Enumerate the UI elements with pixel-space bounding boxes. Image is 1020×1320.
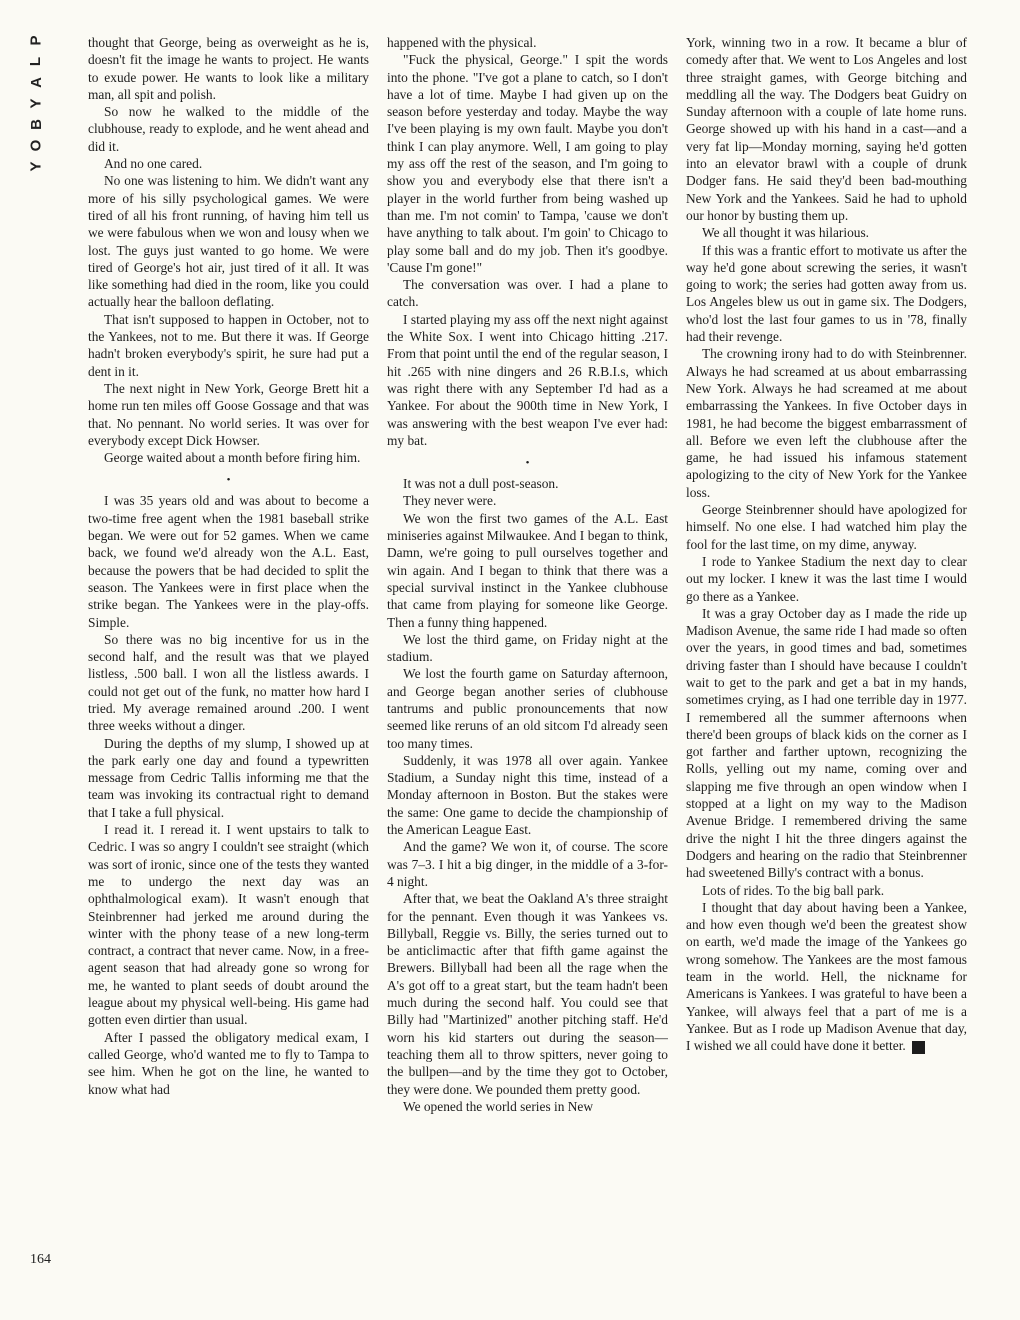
paragraph: It was not a dull post-season.: [403, 476, 559, 492]
section-separator: •: [525, 457, 530, 470]
paragraph: No one was listening to him. We didn't want any more of his silly psychological games. We were tired of all his front running, of having him tell us we were fabulous when we won and lousy when we lost. The guys just wanted to go home. We were tired of George's hot air, just tired of it all. It was like something had died in the room, like you could actually hear the balloon deflating.: [88, 173, 369, 310]
paragraph: The crowning irony had to do with Steinbrenner. Always he had screamed at us about embarrassing New York. Always he had screamed at me about embarrassing the Yankees. In five October days in 1981, he had become the biggest embarrassment of all. Before we even left the clubhouse after the game, he had issued his infamous statement apologizing to the city of New York for the Yankee loss.: [686, 346, 967, 500]
paragraph: We all thought it was hilarious.: [702, 225, 870, 241]
paragraph: I read it. I reread it. I went upstairs to talk to Cedric. I was so angry I couldn't see straight (which was sort of ironic, since one of the tests they wanted me to undergo the next day was an ophthalmological exam). It wasn't enough that Steinbrenner had jerked me around during the winter with the phony tease of a new long-term contract, a contract that never came. Now, in a free-agent season that had already gone so wrong for me, he wanted to plant seeds of doubt around the league about my physical well-being. His game had gotten even dirtier than usual.: [88, 822, 369, 1028]
paragraph: We lost the fourth game on Saturday afternoon, and George began another series of clubhouse tantrums and public pronouncements that now seemed like reruns of an old sitcom I'd already seen too many times.: [387, 666, 668, 751]
article-body: [88, 34, 968, 1274]
paragraph: And the game? We won it, of course. The score was 7–3. I hit a big dinger, in the middle of a 3-for-4 night.: [387, 839, 668, 889]
paragraph: They never were.: [403, 493, 497, 509]
paragraph: I thought that day about having been a Yankee, and how even though we'd been the greatest show on earth, we'd made the image of the Yankees go wrong somehow. The Yankees are the most famous team in the world. Hell, the nickname for Americans is Yankees. I was grateful to have been a Yankee, will always feel that a part of me is a Yankee. But as I rode up Madison Avenue that day, I wished we all could have done it better. ✧: [686, 899, 967, 1054]
paragraph: Lots of rides. To the big ball park.: [702, 882, 885, 898]
paragraph: I was 35 years old and was about to become a two-time free agent when the 1981 baseball strike began. We were out for 52 games. When we came back, we found we'd already won the A.L. East, because the powers that be had decided to split the season. The Yankees were in first place when the strike began. The Yankees were in the play-offs. Simple.: [88, 493, 369, 630]
running-head: [20, 30, 52, 177]
paragraph: And no one cared.: [104, 156, 203, 172]
paragraph: During the depths of my slump, I showed up at the park early one day and found a typewritten message from Cedric Tallis informing me that the team was invoking its contractual right to demand that I take a full physical.: [88, 735, 369, 820]
paragraph: The conversation was over. I had a plane to catch.: [387, 277, 668, 310]
section-separator: •: [226, 474, 231, 487]
paragraph: happened with the physical.: [387, 35, 537, 50]
paragraph: It was a gray October day as I made the ride up Madison Avenue, the same ride I had made so often over the years, in good times and bad, sometimes driving faster than I should have because I couldn't wait to get to the park and get a bat in my hands, sometimes crying, as I had one terrible day in 1977. I remembered all the summer afternoons when there'd been groups of black kids on the corner as I got farther and farther uptown, recognizing the Rolls, yelling out my name, coming over and slapping me five through an open window when I stopped at a light on my way to the Madison Avenue Bridge. I remembered driving the same drive the night I hit the three dingers against the Dodgers and hearing on the radio that Steinbrenner had sweetened Billy's contract with a bonus.: [686, 605, 967, 881]
column-2: [387, 34, 668, 1274]
running-head-letter: A: [27, 77, 45, 88]
paragraph: Suddenly, it was 1978 all over again. Yankee Stadium, a Sunday night this time, instead of a Monday afternoon in Boston. But the stakes were the same: One game to decide the championship of the American League East.: [387, 752, 668, 838]
paragraph: We opened the world series in New: [403, 1098, 594, 1114]
paragraph: We won the first two games of the A.L. East miniseries against Milwaukee. And I began to think, Damn, we're going to pull ourselves together and win again. And I began to think that there was a special survival instinct in the Yankee clubhouse that came from playing for someone like George. Then a funny thing happened.: [387, 510, 668, 630]
paragraph: If this was a frantic effort to motivate us after the way he'd gone about screwing the series, it wasn't going to work; the series had gotten away from us. Los Angeles blew us out in game six. The Dodgers, who'd lost the last four games to us in '78, finally had their revenge.: [686, 242, 967, 345]
paragraph: So there was no big incentive for us in the second half, and the result was that we played listless, .500 ball. I won all the listless awards. I could not get out of the funk, no matter how hard I tried. My average remained around .200. I went three weeks without a dinger.: [88, 631, 369, 734]
paragraph: "Fuck the physical, George." I spit the words into the phone. "I've got a plane to catch, so I don't have a lot of time. Maybe I had given up on the season before yesterday and today. Maybe the way I've been playing is my own fault. Maybe you don't think I can play anymore. Well, I am going to play my ass off the rest of the season, and I'm going to show you and everybody else that there isn't a player in the world further from being washed up than me. I'm not comin' to Tampa, 'cause we don't have anything to talk about. I'm goin' to Chicago to play some ball and do my job. Then it's goodbye. 'Cause I'm gone!": [387, 52, 668, 275]
paragraph: After I passed the obligatory medical exam, I called George, who'd wanted me to fly to Tampa to see him. When he got on the line, he wanted to know what had: [88, 1029, 369, 1097]
paragraph: I started playing my ass off the next night against the White Sox. I went into Chicago hitting .217. From that point until the end of the regular season, I hit .265 with nine dingers and 26 R.B.I.s, which was right there with any September I'd had as a Yankee. For about the 900th time in New York, I was answering with the best weapon I've ever had: my bat.: [387, 311, 668, 448]
page-number: 164: [30, 1252, 51, 1267]
running-head-letter: L: [27, 56, 45, 67]
column-3: [686, 34, 967, 1274]
running-head-letter: P: [27, 35, 45, 46]
paragraph: George Steinbrenner should have apologized for himself. No one else. I had watched him play the fool for the last time, on my dime, anyway.: [686, 502, 967, 552]
running-head-letter: O: [27, 139, 45, 152]
paragraph: thought that George, being as overweight as he is, doesn't fit the image he wants to project. He wants to exude power. He wants to look like a military man, all spit and polish.: [88, 35, 369, 102]
paragraph: I rode to Yankee Stadium the next day to clear out my locker. I knew it was the last time I would go there as a Yankee.: [686, 553, 967, 604]
end-of-article-rabbit-icon: ✧: [912, 1041, 925, 1054]
paragraph: After that, we beat the Oakland A's three straight for the pennant. Even though it was Yankees vs. Billyball, Reggie vs. Billy, the series turned out to be anticlimactic after that fifth game against the Brewers. Billyball had been all the rage when the A's got off to a great start, but the team hadn't been much during the second half. You could see that Billy had "Martinized" another pitching staff. He'd worn his kid starters out during the season—teaching them all to throw spitters, never going to the bullpen—and by the time they got to October, they were done. We pounded them pretty good.: [387, 891, 668, 1097]
running-head-letter: Y: [27, 98, 45, 109]
paragraph: That isn't supposed to happen in October, not to the Yankees, not to me. But there it was. If George hadn't broken everybody's spirit, he sure had put a dent in it.: [88, 311, 369, 379]
paragraph: George waited about a month before firing him.: [104, 450, 361, 466]
paragraph: York, winning two in a row. It became a blur of comedy after that. We went to Los Angeles and lost three straight games, with George bitching and meddling all the way. The Dodgers beat Guidry on Sunday afternoon with a couple of late home runs. George showed up with his hand in a cast—and a very fat lip—Monday morning, saying he'd gotten into an elevator brawl with a couple of drunk Dodger fans. He said they'd been bad-mouthing New York and the Yankees. Said he had to uphold our honor by busting them up.: [686, 35, 967, 223]
running-head-letter: B: [27, 119, 45, 130]
column-1: [88, 34, 369, 1274]
running-head-letter: Y: [27, 161, 45, 172]
paragraph: The next night in New York, George Brett hit a home run ten miles off Goose Gossage and that was that. No pennant. No world series. It was over for everybody except Dick Howser.: [88, 380, 369, 448]
paragraph: So now he walked to the middle of the clubhouse, ready to explode, and he went ahead and did it.: [88, 104, 369, 154]
paragraph: We lost the third game, on Friday night at the stadium.: [387, 631, 668, 665]
